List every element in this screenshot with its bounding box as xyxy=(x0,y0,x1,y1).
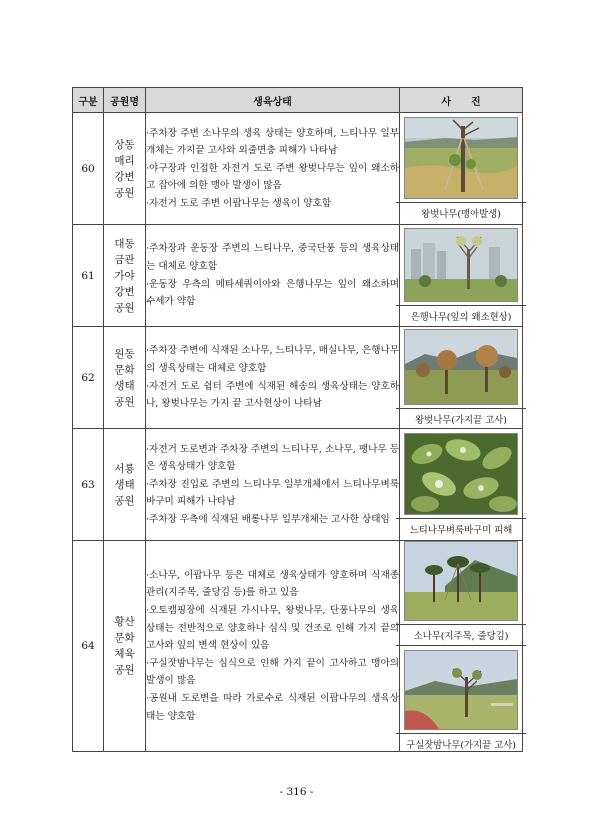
photo-cell xyxy=(400,327,523,429)
row-number: 61 xyxy=(73,225,104,327)
status-item: ·자전거 도로 주변 이팝나무는 생육이 양호함 xyxy=(146,197,332,209)
photo-cell xyxy=(400,429,523,541)
header-category: 구분 xyxy=(73,88,104,113)
zelkova-leaf-damage-photo xyxy=(404,433,518,515)
status-description xyxy=(146,327,400,429)
park-name-line: 가야 xyxy=(114,269,135,282)
photo-cell xyxy=(400,113,523,225)
table-header-row xyxy=(73,88,523,113)
table-row xyxy=(73,225,523,327)
park-name-line: 체육 xyxy=(114,648,135,660)
park-name-line: 공원 xyxy=(114,186,135,199)
photo-caption: 은행나무(잎의 왜소현상) xyxy=(396,305,526,323)
cherry-tree-photo xyxy=(404,329,518,405)
park-name xyxy=(104,429,146,541)
photo-caption: 구실잣밤나무(가지끝 고사) xyxy=(396,733,526,751)
status-item: ·주차장 주변에 식재된 소나무, 느티나무, 매실나무, 은행나무의 생육상태는 대체로 양호함 xyxy=(146,345,399,374)
status-item: ·운동장 우측의 메타세쿼이아와 은행나무는 잎이 왜소하며 수세가 약함 xyxy=(146,278,399,308)
photo-caption: 느티나무벼룩바구미 피해 xyxy=(396,518,526,536)
park-name xyxy=(104,541,146,752)
status-item: ·주차장과 운동장 주변의 느티나무, 중국단풍 등의 생육상태는 대체로 양호함 xyxy=(146,243,399,272)
park-name-line: 금관 xyxy=(114,253,135,266)
table-row xyxy=(73,113,523,225)
ginkgo-tree-photo xyxy=(404,228,518,302)
park-name-line: 공원 xyxy=(114,664,135,676)
cherry-tree-photo xyxy=(404,117,518,199)
row-number: 64 xyxy=(73,541,104,752)
park-name-line: 생태 xyxy=(114,478,135,491)
park-name-line: 원동 xyxy=(114,347,135,360)
status-item: ·주차장 주변 소나무의 생육 상태는 양호하며, 느티나무 일부개체는 가지끝 고사와 외줄면충 피해가 나타남 xyxy=(146,127,399,157)
row-number: 60 xyxy=(73,113,104,225)
status-item: ·주차장 우측에 식재된 배롱나무 일부개체는 고사한 상태임 xyxy=(146,513,390,525)
park-name-line: 서룡 xyxy=(114,462,135,475)
header-photo: 사 진 xyxy=(400,88,523,113)
status-item: ·공원내 도로변을 따라 가로수로 식재된 이팝나무의 생육상태는 양호함 xyxy=(146,692,399,722)
photo-caption: 소나무(지주목, 줄당김) xyxy=(396,624,526,646)
status-description xyxy=(146,541,400,752)
park-name-line: 강변 xyxy=(114,170,135,183)
status-description xyxy=(146,429,400,541)
status-item: ·구실잣밤나무는 심식으로 인해 가지 끝이 고사하고 맹아의 발생이 많음 xyxy=(146,657,399,687)
park-name xyxy=(104,225,146,327)
park-name-line: 강변 xyxy=(114,285,135,298)
chinquapin-tree-photo xyxy=(404,650,518,730)
vegetation-status-table xyxy=(72,87,523,752)
park-name-line: 문화 xyxy=(114,632,135,644)
park-name-line: 대동 xyxy=(114,237,135,250)
table-row xyxy=(73,541,523,752)
status-item: ·자전거 도로 쉼터 주변에 식재된 해송의 생육상태는 양호하나, 왕벚나무는 가지 끝 고사현상이 나타남 xyxy=(146,380,399,410)
status-item: ·소나무, 이팝나무 등은 대체로 생육상태가 양호하며 식재종 관리(지주목, 줄당김 등)를 하고 있음 xyxy=(146,569,399,599)
park-name-line: 공원 xyxy=(114,395,135,408)
park-name xyxy=(104,327,146,429)
status-item: ·오토캠핑장에 식재된 가시나무, 왕벚나무, 단풍나무의 생육 상태는 전반적으로 양호하나 심식 및 건조로 인해 가지 끝의 고사와 잎의 변색 현상이 있음 xyxy=(146,605,399,652)
row-number: 62 xyxy=(73,327,104,429)
row-number: 63 xyxy=(73,429,104,541)
park-name-line: 황산 xyxy=(114,616,135,628)
park-name-line: 매리 xyxy=(114,154,135,167)
status-item: ·야구장과 인접한 자전거 도로 주변 왕벚나무는 잎이 왜소하고 잡아에 의한 맹아 발생이 많음 xyxy=(146,162,399,192)
header-status: 생육상태 xyxy=(146,88,400,113)
status-description xyxy=(146,225,400,327)
park-name-line: 생태 xyxy=(114,379,135,392)
status-description xyxy=(146,113,400,225)
park-name-line: 공원 xyxy=(114,494,135,507)
photo-caption: 왕벚나무(가지끝 고사) xyxy=(396,408,526,426)
table-row xyxy=(73,327,523,429)
photo-cell xyxy=(400,541,523,752)
pine-tree-photo xyxy=(404,541,518,621)
park-name-line: 공원 xyxy=(114,301,135,314)
page-number: - 316 - xyxy=(279,786,314,798)
status-item: ·자전거 도로변과 주차장 주변의 느티나무, 소나무, 팽나무 등은 생육상태가 양호함 xyxy=(146,443,399,473)
park-name-line: 상동 xyxy=(114,138,135,151)
photo-caption: 왕벚나무(맹아발생) xyxy=(396,202,526,220)
park-name-line: 문화 xyxy=(114,363,135,376)
status-item: ·주차장 진입로 주변의 느티나무 일부개체에서 느티나무벼룩바구미 피해가 나타남 xyxy=(146,478,399,508)
park-name xyxy=(104,113,146,225)
photo-cell xyxy=(400,225,523,327)
table-row xyxy=(73,429,523,541)
header-park-name: 공원명 xyxy=(104,88,146,113)
